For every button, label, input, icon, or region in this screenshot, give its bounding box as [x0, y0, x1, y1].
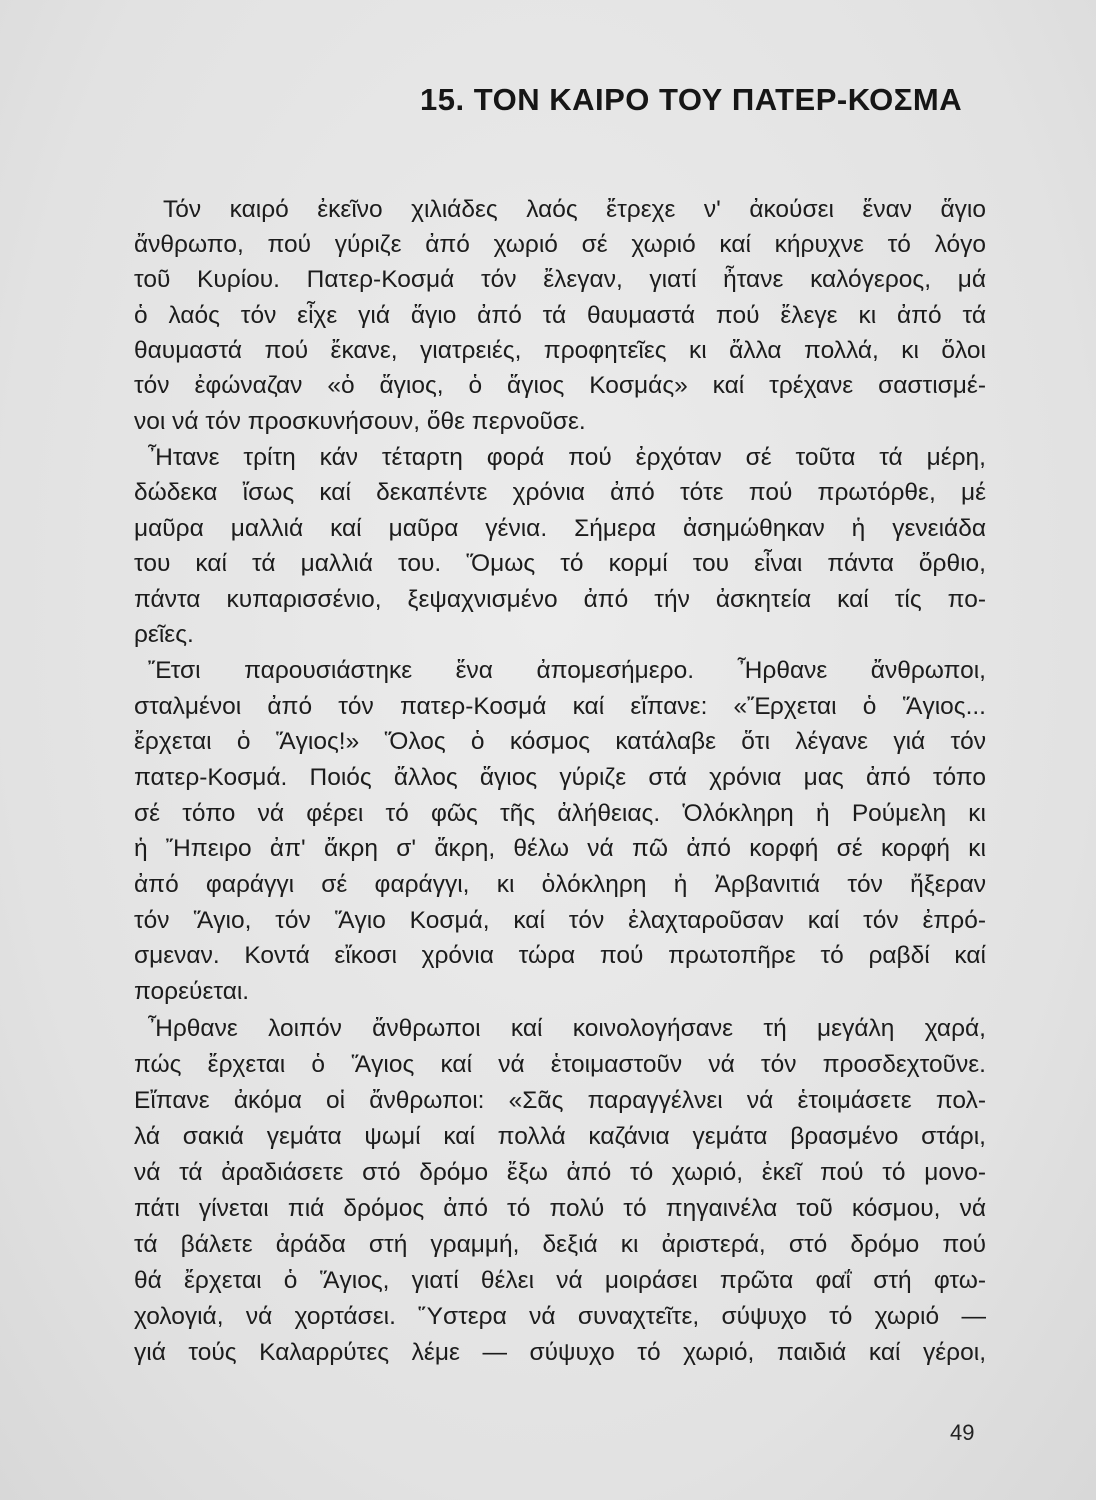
text-line: νοι νά τόν προσκυνήσουν, ὅθε περνοῦσε. — [134, 408, 586, 435]
text-line: πορεύεται. — [134, 978, 250, 1005]
text-line: του καί τά μαλλιά του. Ὅμως τό κορμί του εἶναι πάντα ὄρθιο, — [134, 550, 986, 577]
text-line: ἀπό φαράγγι σέ φαράγγι, κι ὁλόκληρη ἡ Ἀρβανιτιά τόν ἤξεραν — [134, 871, 986, 898]
page-number: 49 — [950, 1420, 975, 1445]
text-line: τά βάλετε ἀράδα στή γραμμή, δεξιά κι ἀριστερά, στό δρόμο πού — [134, 1231, 986, 1258]
text-line: θά ἔρχεται ὁ Ἅγιος, γιατί θέλει νά μοιράσει πρῶτα φαΐ στή φτω- — [134, 1267, 986, 1294]
text-line: χολογιά, νά χορτάσει. Ὕστερα νά συναχτεῖτε, σύψυχο τό χωριό — — [134, 1303, 986, 1330]
text-line: ἡ Ἤπειρο ἀπ' ἄκρη σ' ἄκρη, θέλω νά πῶ ἀπό κορφή σέ κορφή κι — [134, 835, 986, 862]
text-line: τοῦ Κυρίου. Πατερ-Κοσμά τόν ἔλεγαν, γιατί ἦτανε καλόγερος, μά — [134, 266, 986, 293]
text-line: σέ τόπο νά φέρει τό φῶς τῆς ἀλήθειας. Ὁλόκληρη ἡ Ρούμελη κι — [134, 800, 986, 827]
text-line: δώδεκα ἴσως καί δεκαπέντε χρόνια ἀπό τότε πού πρωτόρθε, μέ — [134, 479, 986, 506]
text-line: πάτι γίνεται πιά δρόμος ἀπό τό πολύ τό πηγαινέλα τοῦ κόσμου, νά — [134, 1195, 986, 1222]
text-line: γιά τούς Καλαρρύτες λέμε — σύψυχο τό χωριό, παιδιά καί γέροι, — [134, 1339, 986, 1366]
text-line: Ἦτανε τρίτη κάν τέταρτη φορά πού ἐρχόταν σέ τοῦτα τά μέρη, — [148, 444, 986, 471]
text-line: ἄνθρωπο, πού γύριζε ἀπό χωριό σέ χωριό καί κήρυχνε τό λόγο — [134, 231, 986, 258]
text-line: νά τά ἀραδιάσετε στό δρόμο ἔξω ἀπό τό χωριό, ἐκεῖ πού τό μονο- — [134, 1159, 986, 1186]
text-line: Εἴπανε ἀκόμα οἱ ἄνθρωποι: «Σᾶς παραγγέλνει νά ἑτοιμάσετε πολ- — [134, 1087, 986, 1114]
text-line: ρεῖες. — [134, 621, 194, 648]
text-line: μαῦρα μαλλιά καί μαῦρα γένια. Σήμερα ἀσημώθηκαν ἡ γενειάδα — [134, 515, 986, 542]
text-line: πατερ-Κοσμά. Ποιός ἄλλος ἅγιος γύριζε στά χρόνια μας ἀπό τόπο — [134, 764, 986, 791]
chapter-title: 15. ΤΟΝ ΚΑΙΡΟ ΤΟΥ ΠΑΤΕΡ-ΚΟΣΜΑ — [420, 82, 963, 117]
text-line: τόν Ἅγιο, τόν Ἅγιο Κοσμά, καί τόν ἐλαχταροῦσαν καί τόν ἐπρό- — [134, 907, 986, 934]
text-line: Τόν καιρό ἐκεῖνο χιλιάδες λαός ἔτρεχε ν' ἀκούσει ἕναν ἅγιο — [163, 196, 986, 223]
text-line: θαυμαστά πού ἔκανε, γιατρειές, προφητεῖες κι ἄλλα πολλά, κι ὅλοι — [134, 337, 986, 364]
text-line: λά σακιά γεμάτα ψωμί καί πολλά καζάνια γεμάτα βρασμένο στάρι, — [134, 1123, 986, 1150]
text-line: σμεναν. Κοντά εἴκοσι χρόνια τώρα πού πρωτοπῆρε τό ραβδί καί — [134, 942, 986, 969]
text-line: σταλμένοι ἀπό τόν πατερ-Κοσμά καί εἴπανε: «Ἔρχεται ὁ Ἅγιος... — [134, 693, 986, 720]
text-line: πάντα κυπαρισσένιο, ξεψαχνισμένο ἀπό τήν ἀσκητεία καί τίς πο- — [134, 586, 986, 613]
text-line: ἔρχεται ὁ Ἅγιος!» Ὅλος ὁ κόσμος κατάλαβε ὅτι λέγανε γιά τόν — [134, 728, 986, 755]
text-line: πώς ἔρχεται ὁ Ἅγιος καί νά ἑτοιμαστοῦν νά τόν προσδεχτοῦνε. — [134, 1051, 986, 1078]
text-line: τόν ἐφώναζαν «ὁ ἅγιος, ὁ ἅγιος Κοσμάς» καί τρέχανε σαστισμέ- — [134, 372, 986, 399]
text-line: ὁ λαός τόν εἶχε γιά ἅγιο ἀπό τά θαυμαστά πού ἔλεγε κι ἀπό τά — [134, 302, 986, 329]
text-line: Ἦρθανε λοιπόν ἄνθρωποι καί κοινολογήσανε τή μεγάλη χαρά, — [148, 1015, 986, 1042]
text-line: Ἔτσι παρουσιάστηκε ἕνα ἀπομεσήμερο. Ἦρθανε ἄνθρωποι, — [148, 657, 986, 684]
